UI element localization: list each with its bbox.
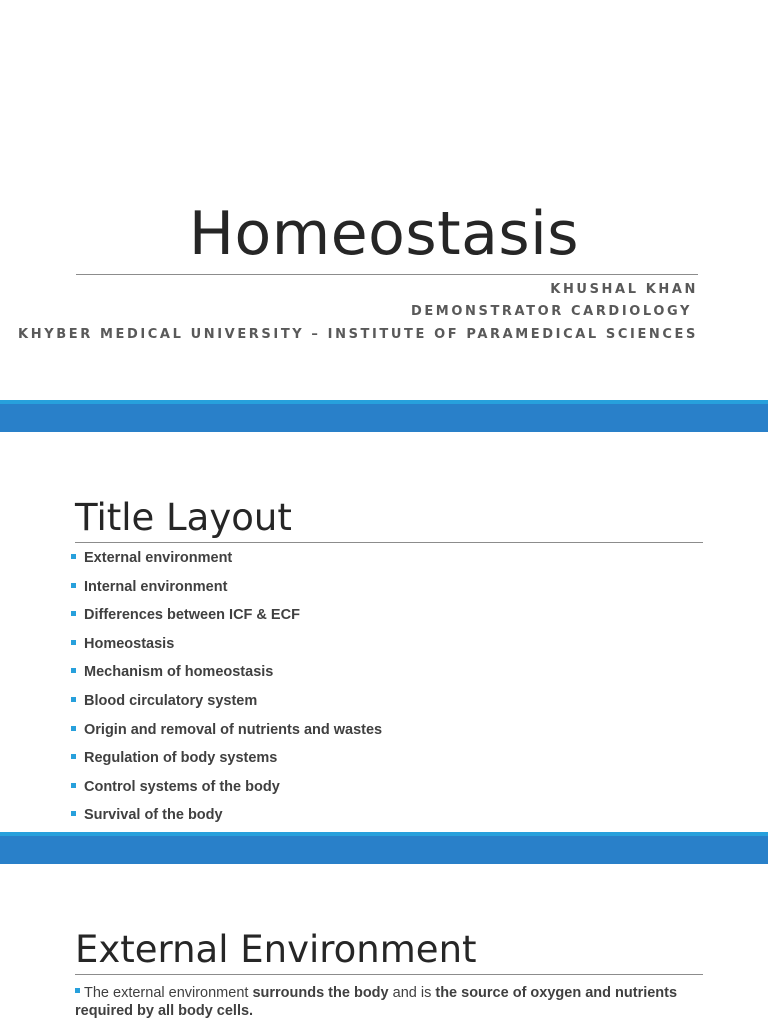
slide-heading: Title Layout	[75, 496, 292, 539]
square-bullet-icon	[71, 583, 76, 588]
para-text-regular: The external environment	[84, 985, 253, 1001]
heading-divider	[75, 542, 703, 543]
square-bullet-icon	[71, 811, 76, 816]
square-bullet-icon	[71, 754, 76, 759]
slide-heading: External Environment	[75, 928, 477, 971]
square-bullet-icon	[71, 668, 76, 673]
square-bullet-icon	[71, 697, 76, 702]
list-item-text: Control systems of the body	[84, 778, 280, 795]
square-bullet-icon	[71, 640, 76, 645]
list-item	[70, 750, 382, 779]
slide-separator-highlight	[0, 400, 768, 404]
heading-divider	[75, 974, 703, 975]
list-item	[70, 807, 382, 832]
author-institution: KHYBER MEDICAL UNIVERSITY – INSTITUTE OF PARAMEDICAL SCIENCES	[18, 327, 698, 342]
square-bullet-icon	[71, 611, 76, 616]
list-item	[70, 550, 382, 579]
para-text-bold: the source of oxygen and nutrients required by all body cells.	[75, 985, 678, 1019]
list-item	[70, 779, 382, 808]
list-item	[70, 607, 382, 636]
list-item-text: Homeostasis	[84, 635, 175, 652]
list-item-text: Mechanism of homeostasis	[84, 664, 274, 681]
square-bullet-icon	[71, 783, 76, 788]
slide-separator	[0, 832, 768, 864]
presentation-title: Homeostasis	[188, 199, 580, 269]
title-slide	[0, 0, 768, 400]
list-item	[70, 722, 382, 751]
para-text-bold: surrounds the body	[252, 985, 389, 1001]
contents-slide	[0, 432, 768, 832]
list-item-text: Regulation of body systems	[84, 750, 278, 767]
contents-list	[70, 550, 382, 832]
body-paragraph	[75, 984, 695, 1020]
list-item-text: External environment	[84, 550, 233, 566]
external-environment-slide	[0, 864, 768, 1024]
title-divider	[76, 274, 698, 275]
author-name: KHUSHAL KHAN	[550, 282, 698, 297]
square-bullet-icon	[71, 554, 76, 559]
list-item	[70, 693, 382, 722]
list-item-text: Blood circulatory system	[84, 692, 258, 709]
square-bullet-icon	[75, 988, 80, 993]
list-item	[70, 636, 382, 665]
list-item-text: Survival of the body	[84, 807, 223, 824]
list-item	[70, 664, 382, 693]
para-text-regular: and is	[388, 985, 436, 1001]
slide-separator-highlight	[0, 832, 768, 836]
square-bullet-icon	[71, 726, 76, 731]
list-item-text: Origin and removal of nutrients and wastes	[84, 721, 383, 738]
slide-separator	[0, 400, 768, 432]
author-role: DEMONSTRATOR CARDIOLOGY	[410, 304, 692, 319]
list-item-text: Differences between ICF & ECF	[84, 607, 300, 624]
list-item-text: Internal environment	[84, 578, 228, 595]
list-item	[70, 579, 382, 608]
